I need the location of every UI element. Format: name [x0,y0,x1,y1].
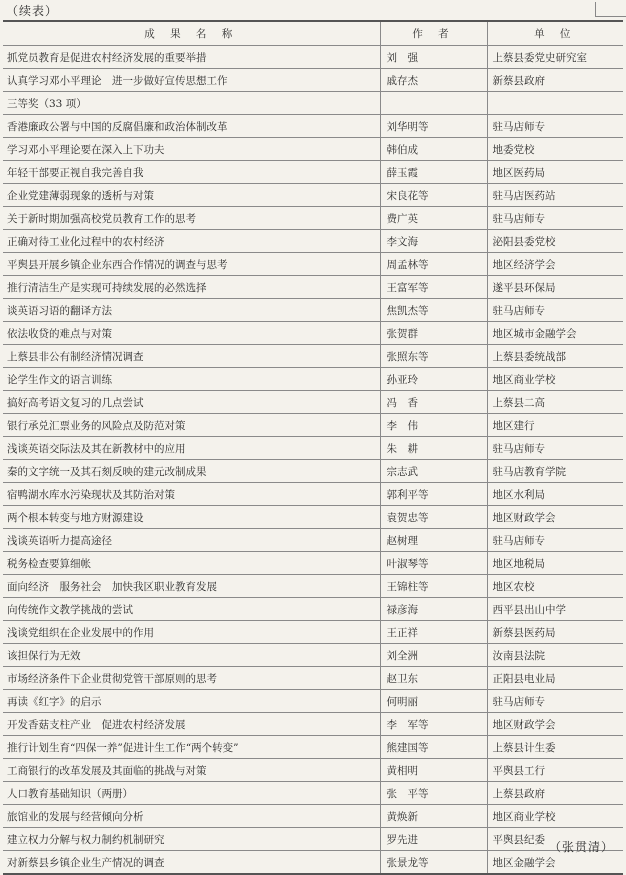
cell-author: 张景龙等 [380,851,487,875]
table-row [3,138,623,161]
cell-unit: 驻马店师专 [487,207,623,230]
cell-title: 工商银行的改革发展及其面临的挑战与对策 [3,759,380,782]
table-row [3,713,623,736]
cell-author: 宋良花等 [380,184,487,207]
continued-label: （续表） [6,4,59,18]
cell-title: 推行清洁生产是实现可持续发展的必然选择 [3,276,380,299]
table-row [3,184,623,207]
cell-title: 银行承兑汇票业务的风险点及防范对策 [3,414,380,437]
cell-author: 王锦柱等 [380,575,487,598]
cell-unit: 地区地税局 [487,552,623,575]
cell-title: 税务检查要算细帐 [3,552,380,575]
table-row [3,115,623,138]
cell-author: 孙亚玲 [380,368,487,391]
cell-unit: 地区医药局 [487,161,623,184]
table-row [3,667,623,690]
cell-unit: 地区商业学校 [487,805,623,828]
cell-unit: 正阳县电业局 [487,667,623,690]
cell-title: 再读《红字》的启示 [3,690,380,713]
cell-author: 禄彦海 [380,598,487,621]
cell-unit: 地区财政学会 [487,506,623,529]
cell-title: 认真学习邓小平理论 进一步做好宣传思想工作 [3,69,380,92]
table-row [3,805,623,828]
table-row [3,368,623,391]
cell-unit: 驻马店师专 [487,529,623,552]
cell-author: 罗先进 [380,828,487,851]
cell-title: 香港廉政公署与中国的反腐倡廉和政治体制改革 [3,115,380,138]
cell-unit: 驻马店师专 [487,115,623,138]
cell-author: 周孟林等 [380,253,487,276]
cell-unit: 驻马店师专 [487,690,623,713]
cell-title: 市场经济条件下企业贯彻党管干部原则的思考 [3,667,380,690]
table-row [3,851,623,875]
cell-unit: 上蔡县计生委 [487,736,623,759]
cell-title: 谈英语习语的翻译方法 [3,299,380,322]
cell-title: 浅谈英语交际法及其在新教材中的应用 [3,437,380,460]
table-row [3,782,623,805]
cell-title: 向传统作文教学挑战的尝试 [3,598,380,621]
cell-author: 郭利平等 [380,483,487,506]
cell-unit: 地区财政学会 [487,713,623,736]
table-row [3,736,623,759]
table-row [3,230,623,253]
cell-title: 抓党员教育是促进农村经济发展的重要举措 [3,46,380,69]
table-row [3,621,623,644]
cell-unit: 新蔡县政府 [487,69,623,92]
cell-author: 赵树理 [380,529,487,552]
cell-title: 两个根本转变与地方财源建设 [3,506,380,529]
cell-unit: 地区农校 [487,575,623,598]
cell-author: 刘华明等 [380,115,487,138]
cell-unit: 西平县出山中学 [487,598,623,621]
table-row [3,391,623,414]
cell-unit: 驻马店教育学院 [487,460,623,483]
cell-author: 宗志武 [380,460,487,483]
table-row [3,437,623,460]
cell-unit: 地区商业学校 [487,368,623,391]
cell-title: 学习邓小平理论要在深入上下功夫 [3,138,380,161]
cell-title: 依法收贷的难点与对策 [3,322,380,345]
footer-author: （张贯清） [548,840,614,854]
cell-author: 刘全洲 [380,644,487,667]
table-row [3,483,623,506]
cell-title: 搞好高考语文复习的几点尝试 [3,391,380,414]
cell-unit: 驻马店师专 [487,437,623,460]
cell-author: 袁贺忠等 [380,506,487,529]
cell-unit: 上蔡县委党史研究室 [487,46,623,69]
cell-title: 秦的文字统一及其石刻反映的建元改制成果 [3,460,380,483]
table-row [3,299,623,322]
cell-title: 浅谈英语听力提高途径 [3,529,380,552]
cell-title: 论学生作文的语言训练 [3,368,380,391]
cell-author: 焦凯杰等 [380,299,487,322]
cell-title: 正确对待工业化过程中的农村经济 [3,230,380,253]
cell-title: 上蔡县非公有制经济情况调查 [3,345,380,368]
cell-title: 企业党建薄弱现象的透析与对策 [3,184,380,207]
cell-unit: 上蔡县委统战部 [487,345,623,368]
table-row [3,598,623,621]
cell-author: 朱 耕 [380,437,487,460]
table-row [3,575,623,598]
header-row [3,21,623,46]
table-row [3,828,623,851]
cell-title: 开发香菇支柱产业 促进农村经济发展 [3,713,380,736]
cell-unit: 平舆县工行 [487,759,623,782]
cell-title: 浅谈党组织在企业发展中的作用 [3,621,380,644]
table-row [3,345,623,368]
page-corner-box [595,2,626,17]
cell-unit: 地区水利局 [487,483,623,506]
cell-unit: 地区城市金融学会 [487,322,623,345]
cell-author: 王正祥 [380,621,487,644]
cell-unit: 上蔡县政府 [487,782,623,805]
cell-unit: 地区经济学会 [487,253,623,276]
table-row [3,161,623,184]
table-row [3,322,623,345]
cell-author: 张照东等 [380,345,487,368]
cell-unit: 上蔡县二高 [487,391,623,414]
table-row [3,253,623,276]
cell-unit: 平舆县纪委 [487,828,623,851]
cell-author: 张 平等 [380,782,487,805]
cell-title: 推行计划生育“四保一养”促进计生工作“两个转变” [3,736,380,759]
cell-unit: 驻马店医药站 [487,184,623,207]
cell-author: 何明丽 [380,690,487,713]
header-title: 成 果 名 称 [3,21,380,46]
cell-author: 熊建国等 [380,736,487,759]
table-row [3,506,623,529]
cell-title: 平舆县开展乡镇企业东西合作情况的调查与思考 [3,253,380,276]
cell-author: 李 伟 [380,414,487,437]
cell-unit: 地委党校 [487,138,623,161]
table-row [3,552,623,575]
cell-unit: 遂平县环保局 [487,276,623,299]
table-row [3,69,623,92]
cell-unit: 驻马店师专 [487,299,623,322]
table-row [3,529,623,552]
table-row [3,46,623,69]
table-row [3,690,623,713]
cell-author: 赵卫东 [380,667,487,690]
cell-author: 黄焕新 [380,805,487,828]
table-row [3,414,623,437]
table-row [3,759,623,782]
cell-title: 人口教育基础知识（两册） [3,782,380,805]
cell-author: 李文海 [380,230,487,253]
cell-title: 该担保行为无效 [3,644,380,667]
cell-title: 关于新时期加强高校党员教育工作的思考 [3,207,380,230]
cell-unit: 新蔡县医药局 [487,621,623,644]
cell-author [380,92,487,115]
cell-title: 对新蔡县乡镇企业生产情况的调查 [3,851,380,875]
cell-author: 刘 强 [380,46,487,69]
cell-author: 王富军等 [380,276,487,299]
header-author: 作 者 [380,21,487,46]
cell-author: 叶淑琴等 [380,552,487,575]
cell-author: 张贺群 [380,322,487,345]
cell-title: 面向经济 服务社会 加快我区职业教育发展 [3,575,380,598]
cell-unit: 地区建行 [487,414,623,437]
cell-unit [487,92,623,115]
cell-title: 旅馆业的发展与经营倾向分析 [3,805,380,828]
header-unit: 单 位 [487,21,623,46]
cell-title: 建立权力分解与权力制约机制研究 [3,828,380,851]
table-row [3,276,623,299]
cell-title: 宿鸭湖水库水污染现状及其防治对策 [3,483,380,506]
table-row [3,207,623,230]
table-row [3,92,623,115]
cell-unit: 汝南县法院 [487,644,623,667]
cell-author: 黄相明 [380,759,487,782]
cell-author: 费广英 [380,207,487,230]
cell-author: 薛玉霞 [380,161,487,184]
table-row [3,460,623,483]
table-row [3,644,623,667]
cell-author: 李 军等 [380,713,487,736]
cell-title: 年轻干部要正视自我完善自我 [3,161,380,184]
awards-table [3,20,623,875]
cell-author: 戚存杰 [380,69,487,92]
cell-author: 韩伯成 [380,138,487,161]
cell-unit: 地区金融学会 [487,851,623,875]
cell-unit: 泌阳县委党校 [487,230,623,253]
cell-title: 三等奖（33 项） [3,92,380,115]
cell-author: 冯 香 [380,391,487,414]
